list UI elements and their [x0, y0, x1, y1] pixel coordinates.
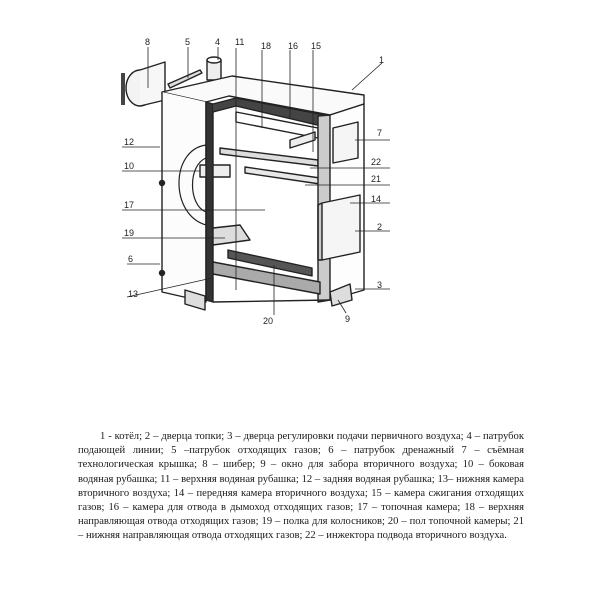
- callout-label-22: 22: [371, 157, 382, 167]
- callout-label-15: 15: [311, 41, 322, 51]
- callout-label-21: 21: [371, 174, 382, 184]
- callout-label-2: 2: [377, 222, 383, 232]
- callout-label-6: 6: [128, 254, 134, 264]
- callout-label-1: 1: [379, 55, 385, 65]
- callout-label-14: 14: [371, 194, 382, 204]
- callout-label-17: 17: [124, 200, 135, 210]
- legend-caption: [78, 430, 524, 544]
- callout-label-9: 9: [345, 314, 351, 324]
- legend-text: 1 - котёл; 2 – дверца топки; 3 – дверца регулировки подачи первичного воздуха; 4 – патрубок подающей линии; 5 –патрубок отходящих газов; 6 – патрубок дренажный 7 – съёмная технологическая крышка; 8 – шибер; 9 – окно для забора вторичного воздуха; 10 – боковая водяная рубашка; 11 – верхняя водяная рубашка; 12 – задняя водяная рубашка; 13– нижняя камера вторичного воздуха; 14 – передняя камера вторичного воздуха; 15 – камера сжигания отходящих газов; 16 – камера для отвода в дымоход отходящих газов; 17 – топочная камера; 18 – верхняя направляющая отвода отходящих газов; 19 – полка для колосников; 20 – пол топочной камеры; 21 – нижняя направляющая отвода отходящих газов; 22 – инжектора подвода вторичного воздуха.: [78, 431, 524, 542]
- callout-label-18: 18: [261, 41, 272, 51]
- callout-label-19: 19: [124, 228, 135, 238]
- callout-label-4: 4: [215, 37, 221, 47]
- callout-label-20: 20: [263, 316, 274, 326]
- callout-label-11: 11: [235, 37, 245, 47]
- callout-label-5: 5: [185, 37, 191, 47]
- callout-label-12: 12: [124, 137, 135, 147]
- callout-label-7: 7: [377, 128, 383, 138]
- callout-label-16: 16: [288, 41, 299, 51]
- callout-label-3: 3: [377, 280, 383, 290]
- callout-label-10: 10: [124, 161, 135, 171]
- callout-label-8: 8: [145, 37, 151, 47]
- callout-label-13: 13: [128, 289, 139, 299]
